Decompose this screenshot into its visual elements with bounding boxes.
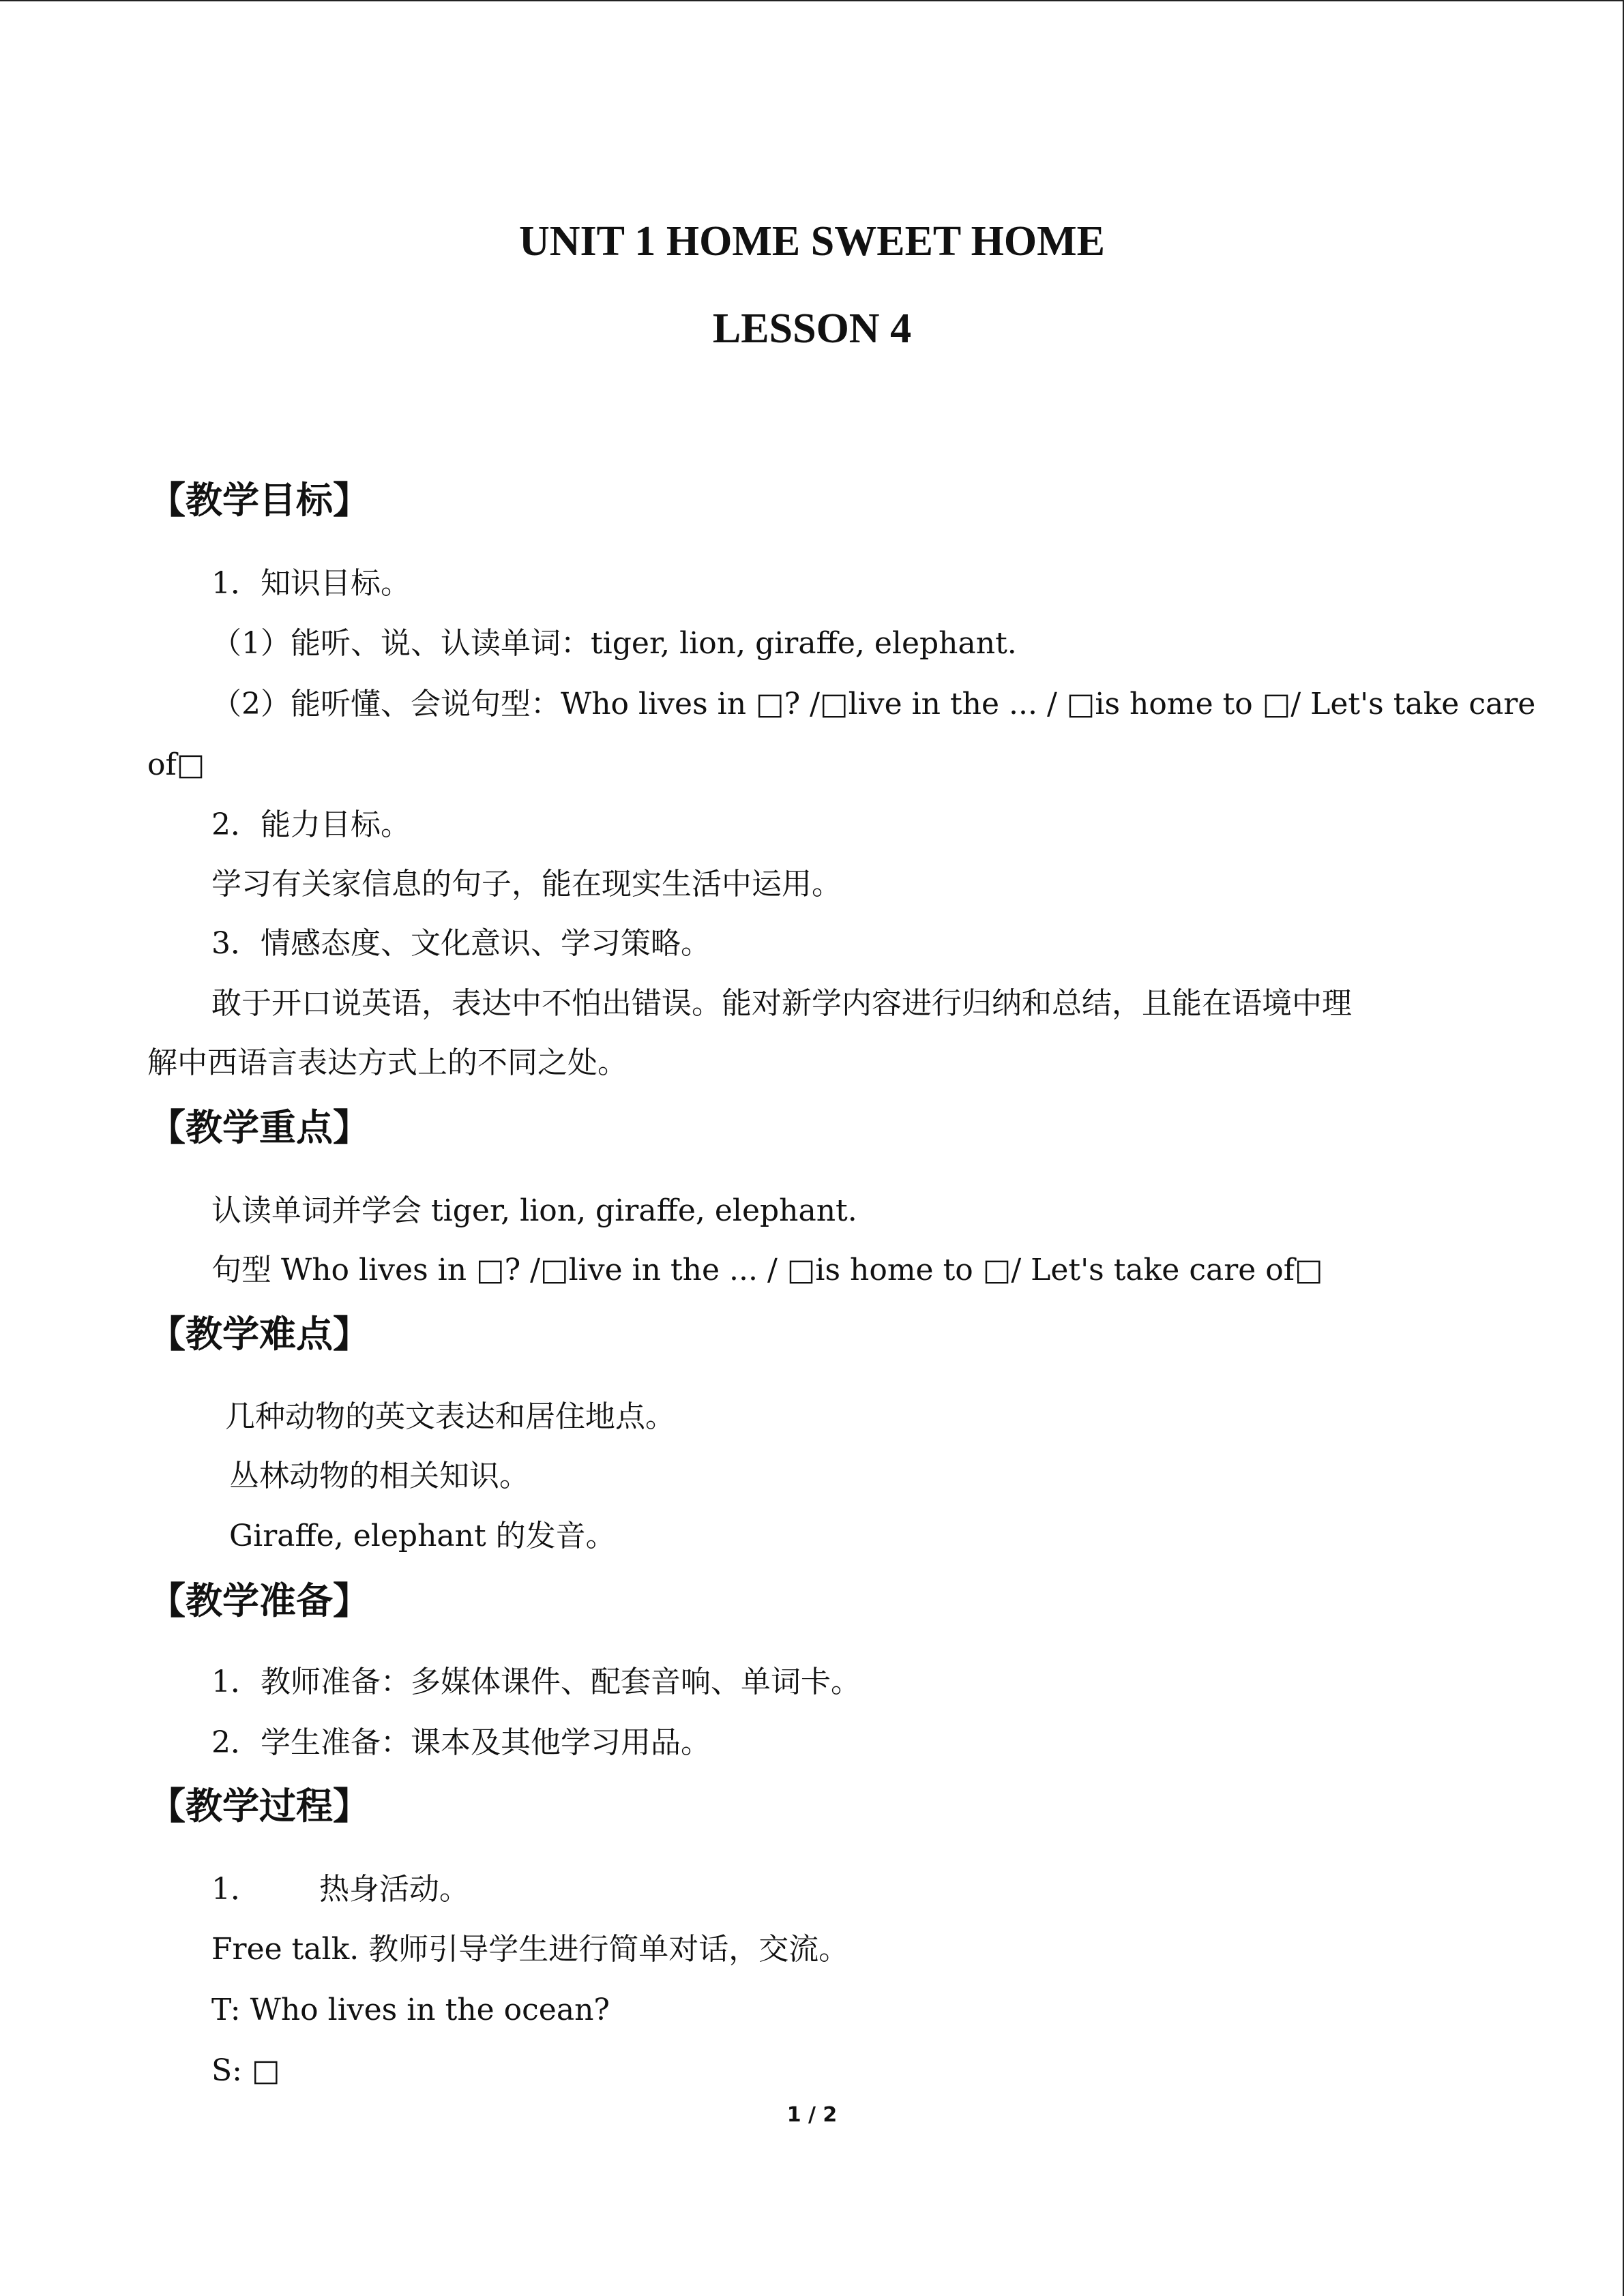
objective-knowledge-sentences-cont: of□ bbox=[147, 747, 205, 782]
process-free-talk: Free talk. 教师引导学生进行简单对话，交流。 bbox=[211, 1932, 849, 1967]
process-teacher-line: T: Who lives in the ocean? bbox=[211, 1993, 610, 2027]
difficulty-pronunciation: Giraffe, elephant 的发音。 bbox=[229, 1519, 616, 1553]
section-heading-process: 【教学过程】 bbox=[149, 1785, 370, 1828]
difficulty-animals: 几种动物的英文表达和居住地点。 bbox=[225, 1399, 675, 1434]
preparation-student: 2．学生准备：课本及其他学习用品。 bbox=[211, 1725, 711, 1760]
process-step-1 bbox=[211, 1869, 469, 1910]
objective-attitude: 3．情感态度、文化意识、学习策略。 bbox=[211, 926, 711, 961]
process-step-1-label: 热身活动。 bbox=[319, 1872, 469, 1907]
objective-attitude-text: 敢于开口说英语，表达中不怕出错误。能对新学内容进行归纳和总结，且能在语境中理 bbox=[211, 986, 1352, 1021]
lesson-title: LESSON 4 bbox=[712, 305, 912, 352]
objective-knowledge: 1．知识目标。 bbox=[211, 566, 411, 601]
process-step-1-number: 1． bbox=[211, 1872, 261, 1907]
section-heading-preparation: 【教学准备】 bbox=[149, 1579, 370, 1622]
page-number: 1 / 2 bbox=[786, 2103, 838, 2127]
section-heading-key-points: 【教学重点】 bbox=[149, 1106, 370, 1149]
document-title: UNIT 1 HOME SWEET HOME bbox=[519, 218, 1105, 265]
objective-ability: 2．能力目标。 bbox=[211, 807, 411, 842]
difficulty-jungle: 丛林动物的相关知识。 bbox=[229, 1459, 529, 1493]
key-point-vocab: 认读单词并学会 tiger, lion, giraffe, elephant. bbox=[211, 1193, 857, 1228]
objective-knowledge-vocab: （1）能听、说、认读单词：tiger, lion, giraffe, elephant. bbox=[211, 626, 1017, 661]
section-heading-difficulties: 【教学难点】 bbox=[149, 1313, 370, 1356]
objective-attitude-text-cont: 解中西语言表达方式上的不同之处。 bbox=[147, 1045, 628, 1080]
objective-ability-text: 学习有关家信息的句子，能在现实生活中运用。 bbox=[211, 867, 842, 901]
objective-knowledge-sentences: （2）能听懂、会说句型：Who lives in □? /□live in the ... / □is home to □/ Let's take care bbox=[211, 687, 1536, 721]
preparation-teacher: 1．教师准备：多媒体课件、配套音响、单词卡。 bbox=[211, 1665, 861, 1699]
section-heading-objectives: 【教学目标】 bbox=[149, 479, 370, 522]
process-student-line: S: □ bbox=[211, 2053, 280, 2088]
key-point-sentences: 句型 Who lives in □? /□live in the ... / □is home to □/ Let's take care of□ bbox=[211, 1253, 1323, 1287]
